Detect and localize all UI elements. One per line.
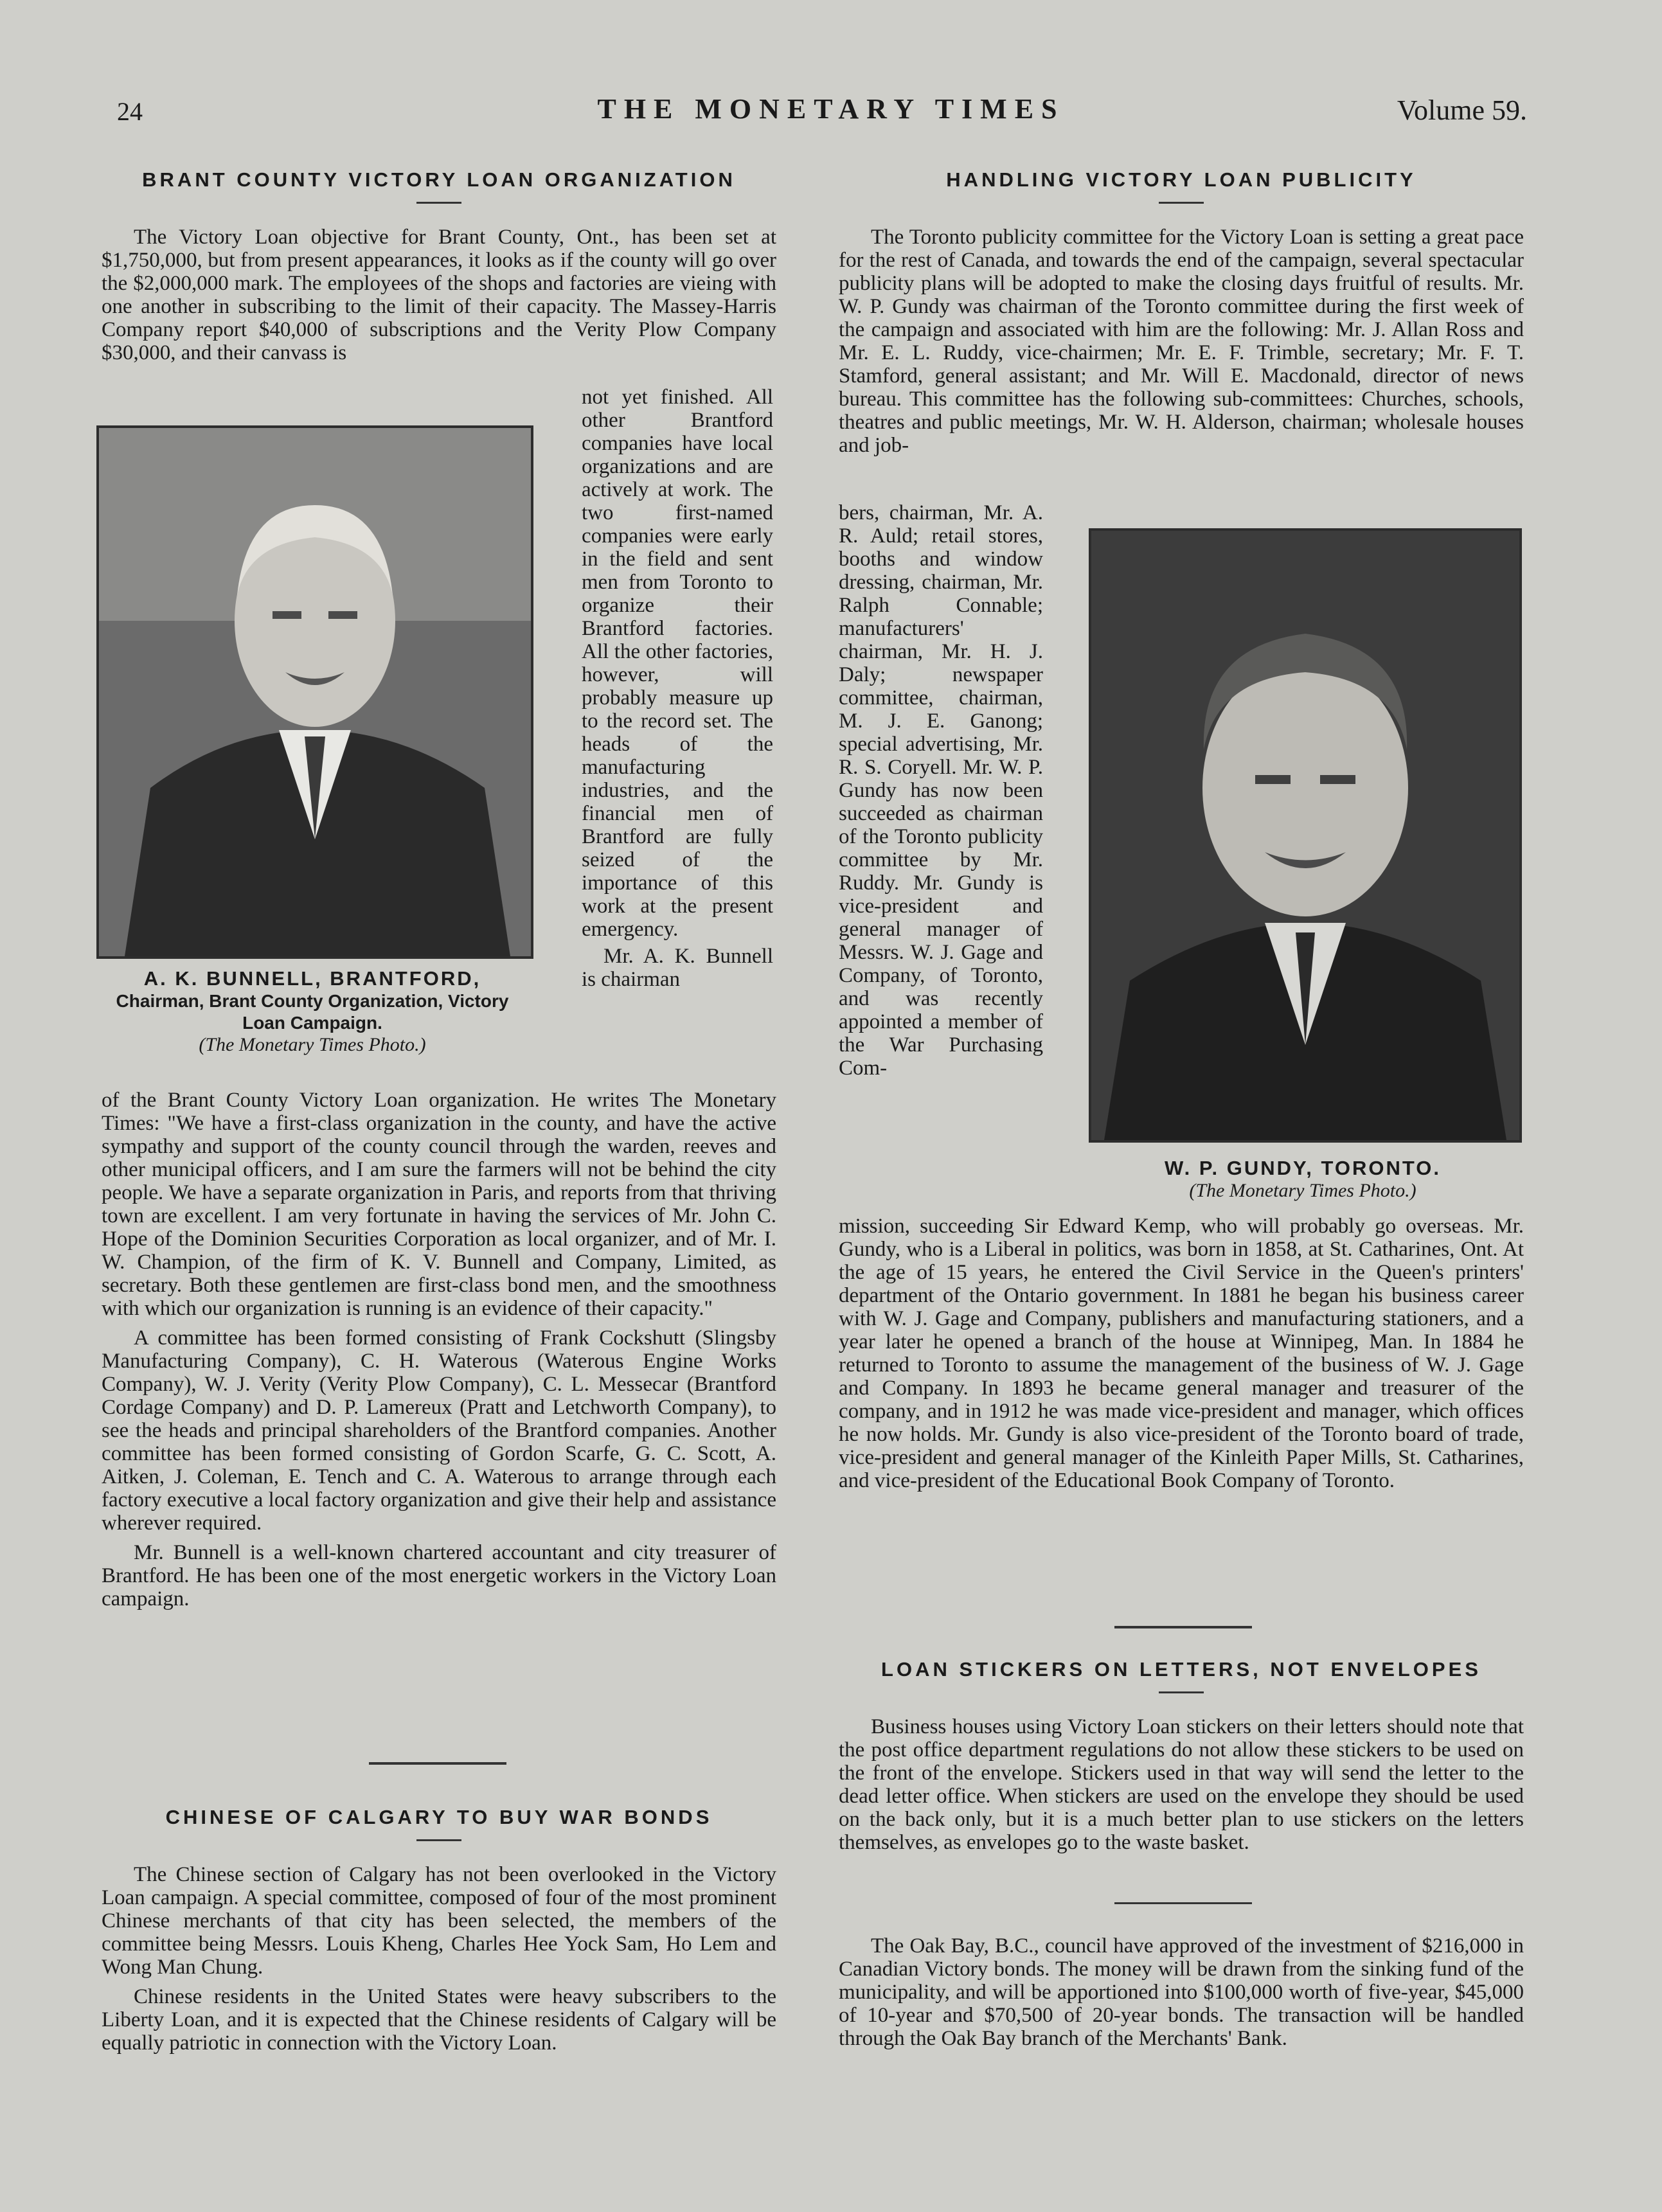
publicity-narrow-text — [839, 501, 1043, 1080]
chinese-article — [102, 1806, 776, 2055]
article-separator — [369, 1762, 506, 1765]
brant-heading: BRANT COUNTY VICTORY LOAN ORGANIZATION — [142, 168, 736, 191]
oakbay-article — [839, 1934, 1524, 2050]
oakbay-paragraph: The Oak Bay, B.C., council have approved of the investment of $216,000 in Canadian Victory bonds. The money will be drawn from the sinking fund of the municipality, and will be apportioned into $100,000 worth of five-year, $45,000 of 10-year and $70,500 of 20-year bonds. The transaction will be handled through the Oak Bay branch of the Merchants' Bank. — [839, 1934, 1524, 2050]
publicity-narrow-paragraph: bers, chairman, Mr. A. R. Auld; retail stores, booths and window dressing, chairman, Mr. Ralph Connable; manufacturers' chairman, Mr. H. J. Daly; newspaper committee, chairman, M. J. E. Ganong; special advertising, Mr. R. S. Coryell. Mr. W. P. Gundy has now been succeeded as chairman of the Toronto publicity committee by Mr. Ruddy. Mr. Gundy is vice-president and general manager of Messrs. W. J. Gage and Company, of Toronto, and was recently appointed a member of the War Purchasing Com- — [839, 501, 1043, 1080]
portrait-image — [1091, 531, 1519, 1140]
stickers-paragraph: Business houses using Victory Loan stickers on their letters should note that the post office department regulations do not allow these stickers to be used on the front of the envelope. Stickers used in that way will send the letter to the dead letter office. When stickers are used on the envelope they should be used on the back only, but it is a much better plan to use stickers on the letters themselves, as envelopes go to the waste basket. — [839, 1715, 1524, 1854]
caption-credit: (The Monetary Times Photo.) — [199, 1034, 426, 1055]
gundy-portrait — [1089, 528, 1522, 1143]
page-header — [96, 90, 1566, 129]
masthead: THE MONETARY TIMES — [597, 93, 1065, 125]
article-separator — [1114, 1902, 1252, 1904]
brant-narrow-paragraph-2: Mr. A. K. Bunnell is chairman — [582, 945, 773, 991]
chinese-paragraph-2: Chinese residents in the United States were heavy subscribers to the Liberty Loan, and it is expected that the Chinese residents of Calgary will be equally patriotic in connection with the Victory Loan. — [102, 1985, 776, 2055]
caption-credit: (The Monetary Times Photo.) — [1189, 1180, 1416, 1201]
stickers-heading: LOAN STICKERS ON LETTERS, NOT ENVELOPES — [881, 1658, 1481, 1681]
caption-name: W. P. GUNDY, TORONTO. — [1165, 1157, 1441, 1179]
publicity-article — [839, 168, 1524, 457]
bunnell-caption — [96, 967, 528, 1056]
publicity-paragraph-1: The Toronto publicity committee for the Victory Loan is setting a great pace for the rest of Canada, and towards the end of the campaign, several spectacular publicity plans will be adopted to make the closing days fruitful of results. Mr. W. P. Gundy was chairman of the Toronto committee during the first week of the campaign and associated with him are the following: Mr. J. Allan Ross and Mr. E. L. Ruddy, vice-chairmen; Mr. E. F. Trimble, secretary; Mr. F. T. Stamford, general assistant; and Mr. Will E. Macdonald, director of news bureau. This committee has the following sub-committees: Churches, schools, theatres and public meetings, Mr. W. H. Alderson, chairman; wholesale houses and job- — [839, 226, 1524, 457]
caption-name: A. K. BUNNELL, BRANTFORD, — [143, 967, 481, 990]
brant-narrow-text — [582, 386, 773, 991]
page-number: 24 — [117, 97, 143, 126]
chinese-paragraph-1: The Chinese section of Calgary has not been overlooked in the Victory Loan campaign. A special committee, composed of four of the most prominent Chinese merchants of that city has been selected, the members of the committee being Messrs. Louis Kheng, Charles Hee Yock Sam, Ho Lem and Wong Man Chung. — [102, 1863, 776, 1979]
caption-title: Chairman, Brant County Organization, Victory Loan Campaign. — [116, 991, 509, 1033]
gundy-caption — [1089, 1157, 1517, 1202]
brant-paragraph-2: of the Brant County Victory Loan organization. He writes The Monetary Times: "We have a first-class organization in the county, and have the active sympathy and support of the county council through the warden, reeves and other municipal officers, and I am sure the farmers will not be behind the city people. We have a separate organization in Paris, and reports from that thriving town are excellent. I am very fortunate in having the services of Mr. John C. Hope of the Dominion Securities Corporation as local organizer, and of Mr. I. W. Champion, of the firm of K. V. Bunnell and Company, Limited, as secretary. Both these gentlemen are first-class bond men, and the smoothness with which our organization is running is an evidence of their capacity." — [102, 1089, 776, 1320]
publicity-paragraph-2: mission, succeeding Sir Edward Kemp, who will probably go overseas. Mr. Gundy, who is a Liberal in politics, was born in 1858, at St. Catharines, Ont. At the age of 15 years, he entered the Civil Service in the Queen's printers' department of the Ontario government. In 1881 he began his business career with W. J. Gage and Company, publishers and manufacturing stationers, and a year later he opened a branch of the house at Winnipeg, Man. In 1884 he returned to Toronto to assume the management of the business of W. J. Gage and Company. In 1893 he became general manager and treasurer of the company, and in 1912 he was made vice-president and manager, which offices he now holds. Mr. Gundy is also vice-president of the Toronto board of trade, vice-president and general manager of the Kinleith Paper Mills, St. Catharines, and vice-president of the Educational Book Company of Toronto. — [839, 1215, 1524, 1492]
brant-paragraph-3: A committee has been formed consisting of Frank Cockshutt (Slingsby Manufacturing Company), C. H. Waterous (Waterous Engine Works Company), W. J. Verity (Verity Plow Company), C. L. Messecar (Brantford Cordage Company) and D. P. Lamereux (Pratt and Letchworth Company), to see the heads and principal shareholders of the Brantford companies. Another committee has been formed consisting of Gordon Scarfe, G. C. Scott, A. Aitken, J. Coleman, E. Tench and C. A. Waterous to arrange through each factory executive a local factory organization and give their help and assistance wherever required. — [102, 1326, 776, 1535]
brant-paragraph-4: Mr. Bunnell is a well-known chartered accountant and city treasurer of Brantford. He has been one of the most energetic workers in the Victory Loan campaign. — [102, 1541, 776, 1610]
heading-rule — [1159, 1691, 1204, 1693]
brant-article — [102, 168, 776, 364]
heading-rule — [416, 202, 461, 204]
heading-rule — [416, 1839, 461, 1841]
portrait-image — [99, 428, 531, 956]
volume-label: Volume 59. — [1397, 94, 1527, 126]
publicity-article-continued — [839, 1215, 1524, 1492]
stickers-article — [839, 1658, 1524, 1854]
bunnell-portrait — [96, 425, 533, 959]
article-separator — [1114, 1626, 1252, 1628]
brant-paragraph-1: The Victory Loan objective for Brant County, Ont., has been set at $1,750,000, but from present appearances, it looks as if the county will go over the $2,000,000 mark. The employees of the shops and factories are vieing with one another in subscribing to the limit of their capacity. The Massey-Harris Company report $40,000 of subscriptions and the Verity Plow Company $30,000, and their canvass is — [102, 226, 776, 364]
publicity-heading: HANDLING VICTORY LOAN PUBLICITY — [946, 168, 1416, 191]
heading-rule — [1159, 202, 1204, 204]
chinese-heading: CHINESE OF CALGARY TO BUY WAR BONDS — [165, 1806, 713, 1828]
brant-narrow-paragraph: not yet finished. All other Brantford companies have local organizations and are actively at work. The two first-named companies were early in the field and sent men from Toronto to organize their Brantford factories. All the other factories, however, will probably measure up to the record set. The heads of the manufacturing industries, and the financial men of Brantford are fully seized of the importance of this work at the present emergency. — [582, 386, 773, 941]
brant-article-continued — [102, 1089, 776, 1610]
